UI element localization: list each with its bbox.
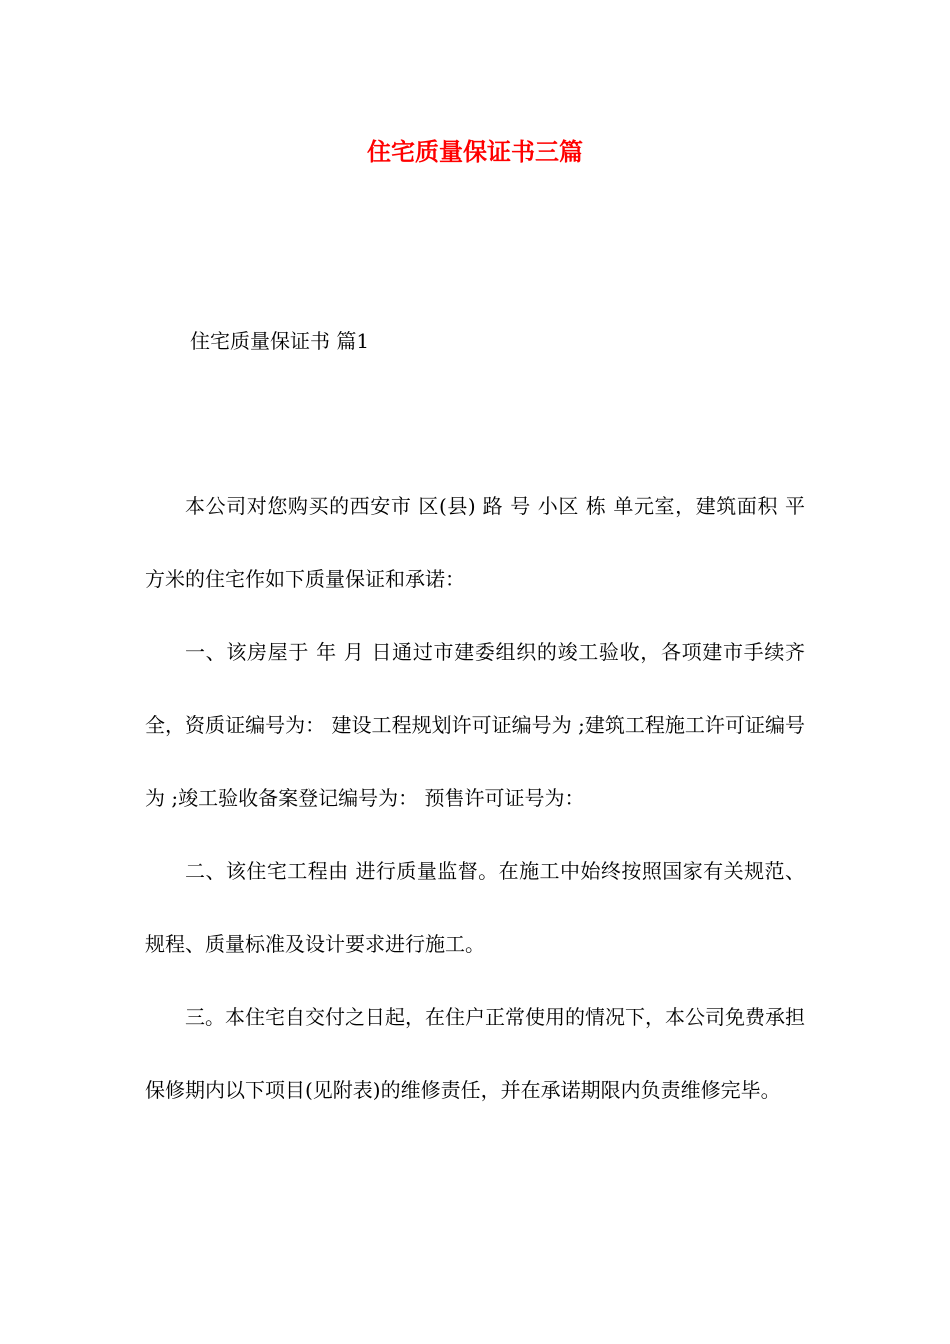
paragraph-item-3: 三。本住宅自交付之日起，在住户正常使用的情况下，本公司免费承担保修期内以下项目(见附表)的维修责任，并在承诺期限内负责维修完毕。 bbox=[145, 1005, 805, 1102]
paragraph-item-2: 二、该住宅工程由 进行质量监督。在施工中始终按照国家有关规范、规程、质量标准及设计要求进行施工。 bbox=[145, 859, 805, 956]
paragraph-item-1: 一、该房屋于 年 月 日通过市建委组织的竣工验收，各项建市手续齐全，资质证编号为： 建设工程规划许可证编号为 ;建筑工程施工许可证编号为 ;竣工验收备案登记编号为： 预售许可证号为： bbox=[145, 640, 805, 810]
section-heading: 住宅质量保证书 篇1 bbox=[190, 329, 370, 353]
document-body bbox=[145, 470, 805, 1127]
document-title: 住宅质量保证书三篇 bbox=[367, 137, 583, 166]
paragraph-intro: 本公司对您购买的西安市 区(县) 路 号 小区 栋 单元室，建筑面积 平方米的住宅作如下质量保证和承诺： bbox=[145, 494, 805, 591]
